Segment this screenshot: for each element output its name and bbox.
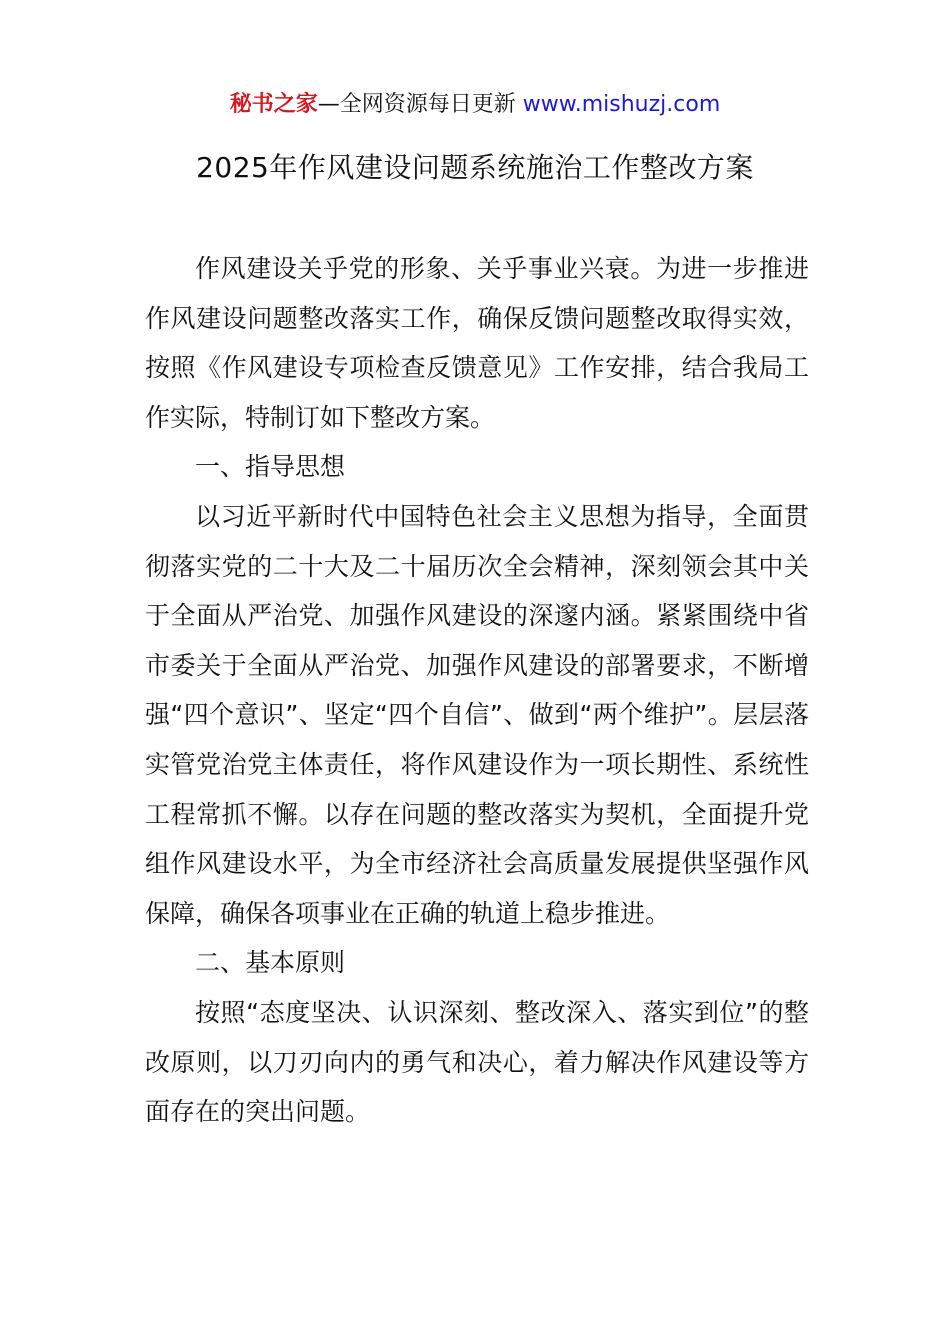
document-title: 2025年作风建设问题系统施治工作整改方案 — [196, 151, 754, 184]
basic-principles-paragraph: 按照“态度坚决、认识深刻、整改深入、落实到位”的整改原则，以刀刃向内的勇气和决心，着力解决作风建设等方面存在的突出问题。 — [145, 997, 809, 1127]
site-header — [0, 88, 950, 122]
document-body — [145, 244, 809, 1137]
section-heading-basic-principles: 二、基本原则 — [195, 948, 346, 978]
header-tagline: —全网资源每日更新 — [317, 92, 523, 117]
guiding-thought-paragraph: 以习近平新时代中国特色社会主义思想为指导，全面贯彻落实党的二十大及二十届历次全会精神，深刻领会其中关于全面从严治党、加强作风建设的深邃内涵。紧紧围绕中省市委关于全面从严治党、加强作风建设的部署要求，不断增强“四个意识”、坚定“四个自信”、做到“两个维护”。层层落实管党治党主体责任，将作风建设作为一项长期性、系统性工程常抓不懈。以存在问题的整改落实为契机，全面提升党组作风建设水平，为全市经济社会高质量发展提供坚强作风保障，确保各项事业在正确的轨道上稳步推进。 — [145, 501, 809, 928]
site-url-link[interactable]: www.mishuzj.com — [522, 92, 721, 117]
intro-paragraph: 作风建设关乎党的形象、关乎事业兴衰。为进一步推进作风建设问题整改落实工作，确保反馈问题整改取得实效，按照《作风建设专项检查反馈意见》工作安排，结合我局工作实际，特制订如下整改方案。 — [145, 254, 809, 432]
brand-name: 秘书之家 — [229, 92, 318, 117]
section-heading-guiding-thought: 一、指导思想 — [195, 452, 346, 482]
